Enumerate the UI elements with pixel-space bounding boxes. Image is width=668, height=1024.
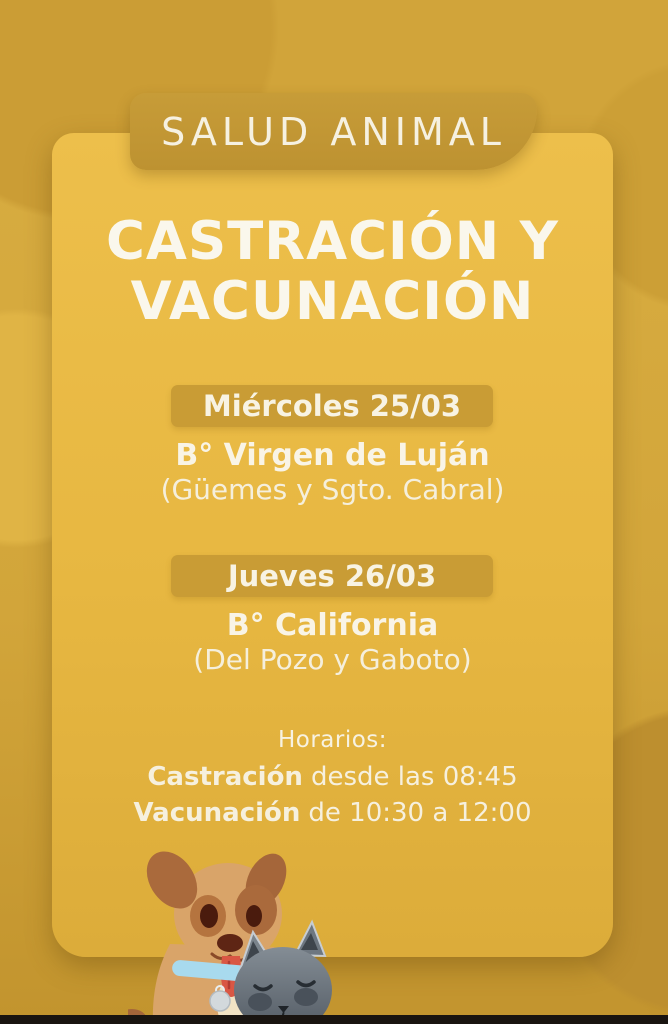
place-name: B° Virgen de Luján <box>175 438 490 473</box>
content-card <box>52 133 613 957</box>
badge-label: SALUD ANIMAL <box>161 109 506 154</box>
schedule-detail: desde las 08:45 <box>310 762 518 792</box>
date-banner-label: Jueves 26/03 <box>227 559 437 593</box>
place-address: (Del Pozo y Gaboto) <box>193 643 472 676</box>
schedule-line-vaccination <box>52 798 613 828</box>
poster-title <box>52 212 613 332</box>
poster-title-line2: VACUNACIÓN <box>130 271 535 332</box>
place-address: (Güemes y Sgto. Cabral) <box>160 473 505 506</box>
schedule-service: Castración <box>147 762 303 792</box>
place-name: B° California <box>226 608 439 643</box>
schedule-line-castration <box>52 762 613 792</box>
schedule-heading: Horarios: <box>277 727 388 753</box>
bottom-letterbox-strip <box>0 1015 668 1024</box>
dog-and-cat-illustration <box>128 848 340 1024</box>
schedule-service: Vacunación <box>133 798 301 828</box>
date-banner-label: Miércoles 25/03 <box>202 389 462 423</box>
poster-title-line1: CASTRACIÓN Y <box>106 211 559 272</box>
date-banner-wednesday <box>171 385 493 427</box>
salud-animal-badge <box>130 93 537 170</box>
date-banner-thursday <box>171 555 493 597</box>
schedule-detail: de 10:30 a 12:00 <box>308 798 532 828</box>
